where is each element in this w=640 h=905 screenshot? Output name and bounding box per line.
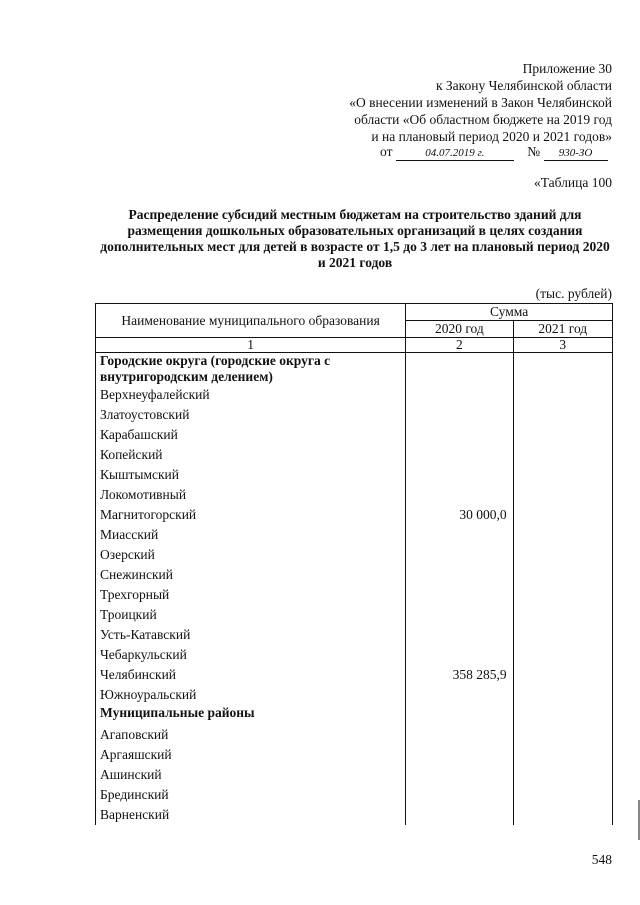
table-row (96, 665, 613, 685)
table-row (96, 585, 613, 605)
row-value-2020 (406, 605, 513, 625)
row-value-2021 (513, 353, 612, 386)
table-body (96, 353, 613, 826)
row-value-2021 (513, 485, 612, 505)
row-value-2021 (513, 585, 612, 605)
row-value-2020 (406, 765, 513, 785)
row-value-2021 (513, 405, 612, 425)
row-value-2021 (513, 465, 612, 485)
table-row (96, 705, 613, 725)
table-row (96, 625, 613, 645)
table-row (96, 745, 613, 765)
table-row (96, 645, 613, 665)
row-value-2020 (406, 625, 513, 645)
table-row (96, 405, 613, 425)
row-name: Локомотивный (96, 485, 406, 505)
table-row (96, 485, 613, 505)
row-value-2021 (513, 665, 612, 685)
row-value-2020 (406, 353, 513, 386)
row-name: Южноуральский (96, 685, 406, 705)
page-number: 548 (591, 852, 612, 867)
table-row (96, 353, 613, 386)
col-num-1: 1 (96, 338, 406, 353)
table-row (96, 785, 613, 805)
row-value-2021 (513, 565, 612, 585)
row-name: Копейский (96, 445, 406, 465)
row-name: Троицкий (96, 605, 406, 625)
row-value-2020 (406, 545, 513, 565)
row-value-2020 (406, 725, 513, 745)
row-name: Карабашский (96, 425, 406, 445)
table-row (96, 425, 613, 445)
table-row (96, 765, 613, 785)
table-row (96, 505, 613, 525)
row-value-2021 (513, 605, 612, 625)
row-name: Агаповский (96, 725, 406, 745)
row-value-2020 (406, 525, 513, 545)
header-line-4: области «Об областном бюджете на 2019 год (354, 112, 612, 127)
table-row (96, 685, 613, 705)
unit-label: (тыс. рублей) (535, 286, 612, 301)
row-value-2020: 30 000,0 (406, 505, 513, 525)
row-value-2020 (406, 745, 513, 765)
header-line-3: «О внесении изменений в Закон Челябинской (349, 95, 612, 110)
row-value-2020 (406, 645, 513, 665)
row-value-2020 (406, 785, 513, 805)
row-value-2020 (406, 565, 513, 585)
row-name: Магнитогорский (96, 505, 406, 525)
table-row (96, 445, 613, 465)
table-row (96, 805, 613, 825)
col-header-2021: 2021 год (513, 321, 612, 338)
row-value-2021 (513, 425, 612, 445)
table-row (96, 565, 613, 585)
header-block (349, 60, 612, 145)
number-prefix: № (527, 144, 541, 159)
subsidy-table (95, 303, 613, 825)
row-name: Озерский (96, 545, 406, 565)
table-row (96, 725, 613, 745)
row-name: Брединский (96, 785, 406, 805)
col-header-2020: 2020 год (406, 321, 513, 338)
row-name: Чебаркульский (96, 645, 406, 665)
col-header-sum: Сумма (406, 304, 613, 321)
col-num-2: 2 (406, 338, 513, 353)
row-name: Златоустовский (96, 405, 406, 425)
table-row (96, 545, 613, 565)
table-row (96, 525, 613, 545)
row-value-2020 (406, 445, 513, 465)
row-name: Верхнеуфалейский (96, 385, 406, 405)
row-value-2021 (513, 725, 612, 745)
row-value-2020 (406, 685, 513, 705)
row-value-2021 (513, 705, 612, 725)
law-date-number (380, 144, 608, 161)
date-value: 04.07.2019 г. (396, 146, 514, 161)
row-value-2021 (513, 685, 612, 705)
number-value: 930-ЗО (544, 146, 608, 161)
row-value-2021 (513, 645, 612, 665)
row-name: Снежинский (96, 565, 406, 585)
row-value-2021 (513, 745, 612, 765)
row-value-2020 (406, 425, 513, 445)
table-row (96, 385, 613, 405)
page-title: Распределение субсидий местным бюджетам на строительство зданий для размещения дошкольных образовательных организаций в целях создания дополнительных мест для детей в возрасте от 1,5 до 3 лет на плановый период 2020 и 2021 годов (100, 207, 610, 270)
row-value-2020 (406, 805, 513, 825)
table-row (96, 605, 613, 625)
row-name: Варненский (96, 805, 406, 825)
row-name: Усть-Катавский (96, 625, 406, 645)
row-name: Миасский (96, 525, 406, 545)
row-name: Ашинский (96, 765, 406, 785)
row-name: Муниципальные районы (96, 705, 406, 725)
row-value-2020 (406, 465, 513, 485)
header-line-1: Приложение 30 (522, 61, 612, 76)
table-number: «Таблица 100 (534, 175, 612, 190)
row-value-2021 (513, 385, 612, 405)
header-line-2: к Закону Челябинской области (435, 78, 612, 93)
row-value-2021 (513, 525, 612, 545)
row-value-2020 (406, 485, 513, 505)
col-header-name: Наименование муниципального образования (96, 304, 406, 338)
row-name: Челябинский (96, 665, 406, 685)
row-value-2021 (513, 445, 612, 465)
row-name: Трехгорный (96, 585, 406, 605)
row-name: Кыштымский (96, 465, 406, 485)
row-value-2021 (513, 625, 612, 645)
row-value-2020: 358 285,9 (406, 665, 513, 685)
table-row (96, 465, 613, 485)
row-value-2021 (513, 805, 612, 825)
row-value-2021 (513, 765, 612, 785)
row-name: Аргаяшский (96, 745, 406, 765)
row-value-2020 (406, 705, 513, 725)
date-prefix: от (380, 144, 393, 159)
row-name: Городские округа (городские округа с внутригородским делением) (96, 353, 406, 386)
row-value-2021 (513, 505, 612, 525)
col-num-3: 3 (513, 338, 612, 353)
header-line-5: и на плановый период 2020 и 2021 годов» (371, 129, 612, 144)
row-value-2020 (406, 585, 513, 605)
row-value-2020 (406, 385, 513, 405)
row-value-2021 (513, 545, 612, 565)
row-value-2020 (406, 405, 513, 425)
row-value-2021 (513, 785, 612, 805)
